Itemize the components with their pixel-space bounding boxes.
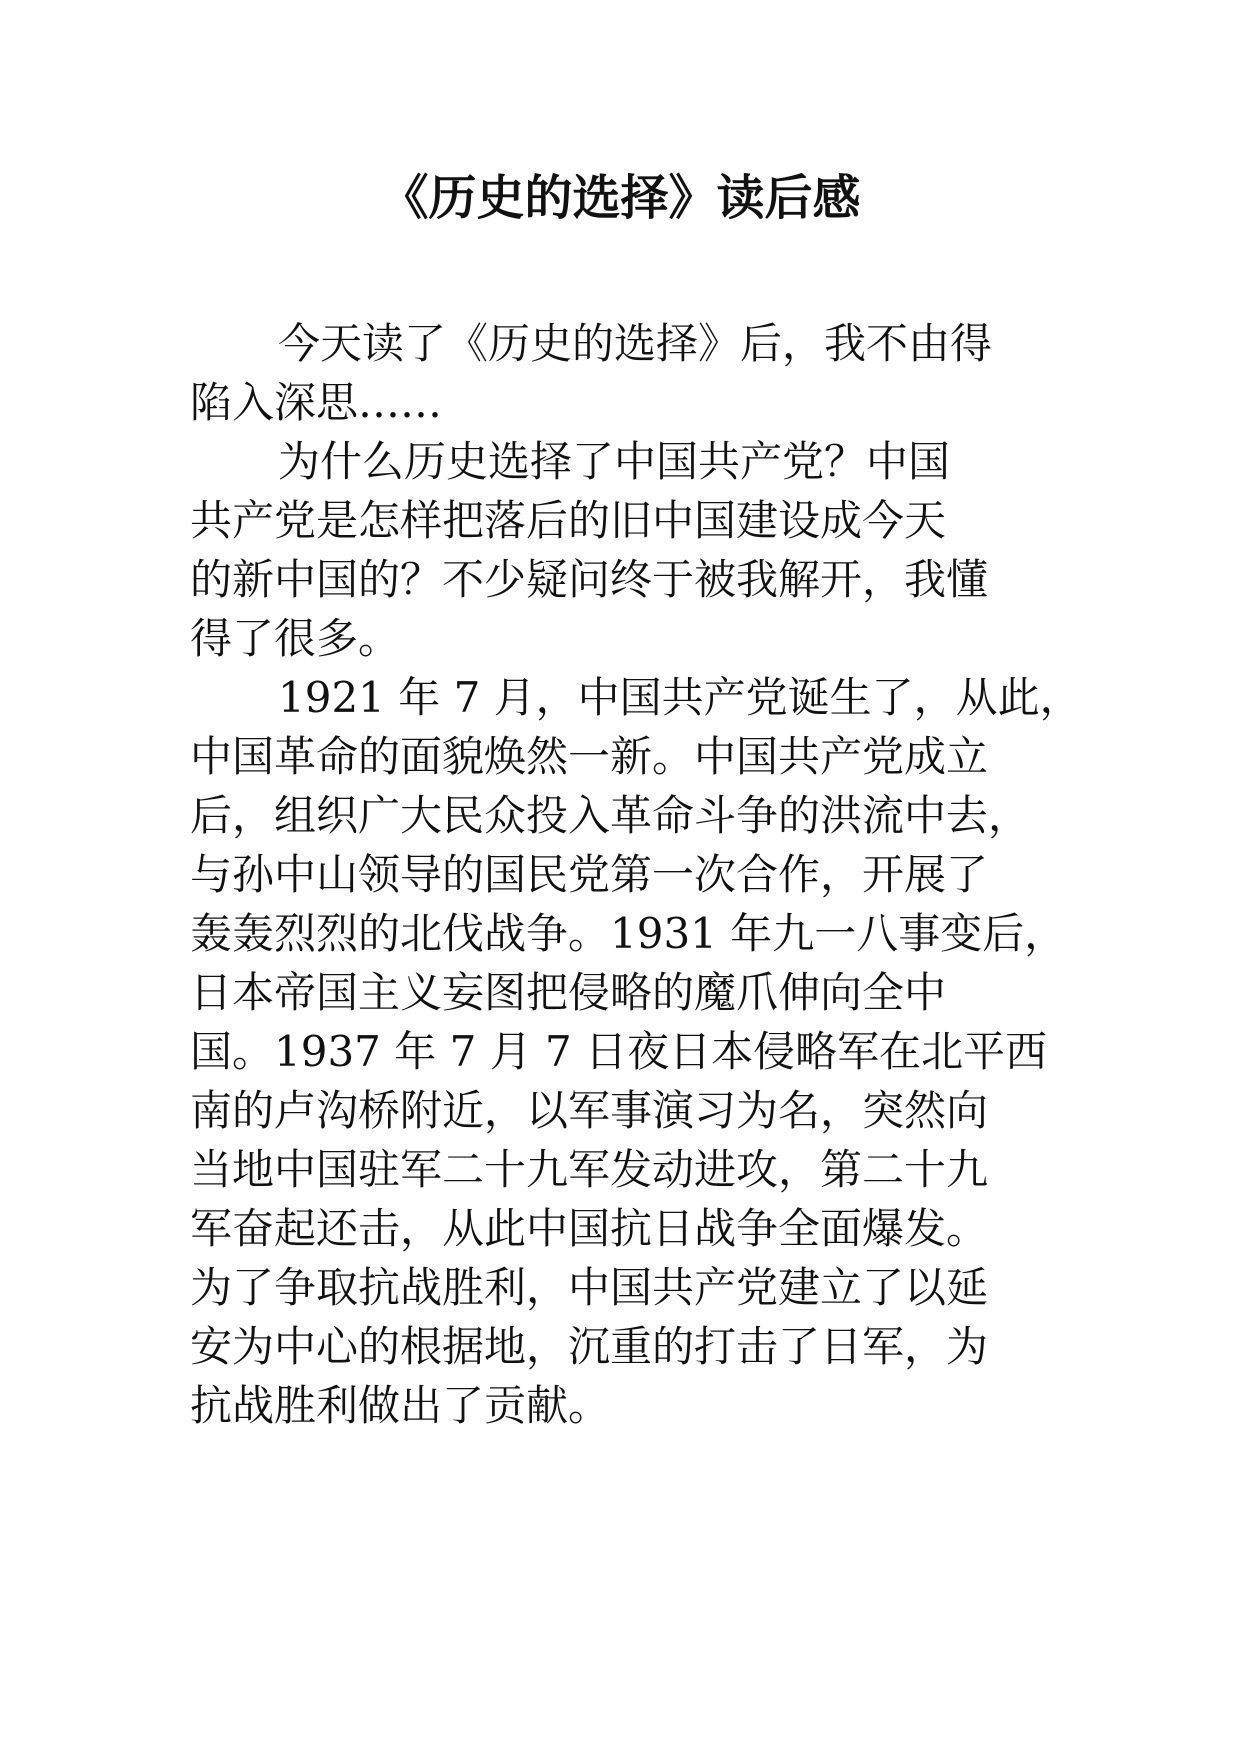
document-body xyxy=(190,314,1080,1435)
text-line: 安为中心的根据地，沉重的打击了日军，为 xyxy=(190,1322,989,1371)
text-line: 为了争取抗战胜利，中国共产党建立了以延 xyxy=(190,1263,989,1312)
text-line: 今天读了《历史的选择》后，我不由得 xyxy=(278,319,993,368)
text-line: 1921 年 7 月，中国共产党诞生了，从此， xyxy=(278,673,1082,722)
text-line: 为什么历史选择了中国共产党？中国 xyxy=(278,437,951,486)
text-line: 轰轰烈烈的北伐战争。1931 年九一八事变后， xyxy=(190,909,1067,958)
text-line: 得了很多。 xyxy=(190,614,401,663)
text-line: 军奋起还击，从此中国抗日战争全面爆发。 xyxy=(190,1204,989,1253)
text-line: 中国革命的面貌焕然一新。中国共产党成立 xyxy=(190,732,989,781)
text-line: 的新中国的？不少疑问终于被我解开，我懂 xyxy=(190,555,989,604)
text-line: 国。1937 年 7 月 7 日夜日本侵略军在北平西 xyxy=(190,1027,1048,1076)
text-line: 抗战胜利做出了贡献。 xyxy=(190,1381,611,1430)
document-title: 《历史的选择》读后感 xyxy=(380,170,861,226)
text-line: 当地中国驻军二十九军发动进攻，第二十九 xyxy=(190,1145,989,1194)
text-line: 陷入深思…… xyxy=(190,378,443,427)
text-line: 后，组织广大民众投入革命斗争的洪流中去， xyxy=(190,791,1031,840)
text-line: 南的卢沟桥附近，以军事演习为名，突然向 xyxy=(190,1086,989,1135)
text-line: 与孙中山领导的国民党第一次合作，开展了 xyxy=(190,850,989,899)
text-line: 日本帝国主义妄图把侵略的魔爪伸向全中 xyxy=(190,968,947,1017)
text-line: 共产党是怎样把落后的旧中国建设成今天 xyxy=(190,496,947,545)
